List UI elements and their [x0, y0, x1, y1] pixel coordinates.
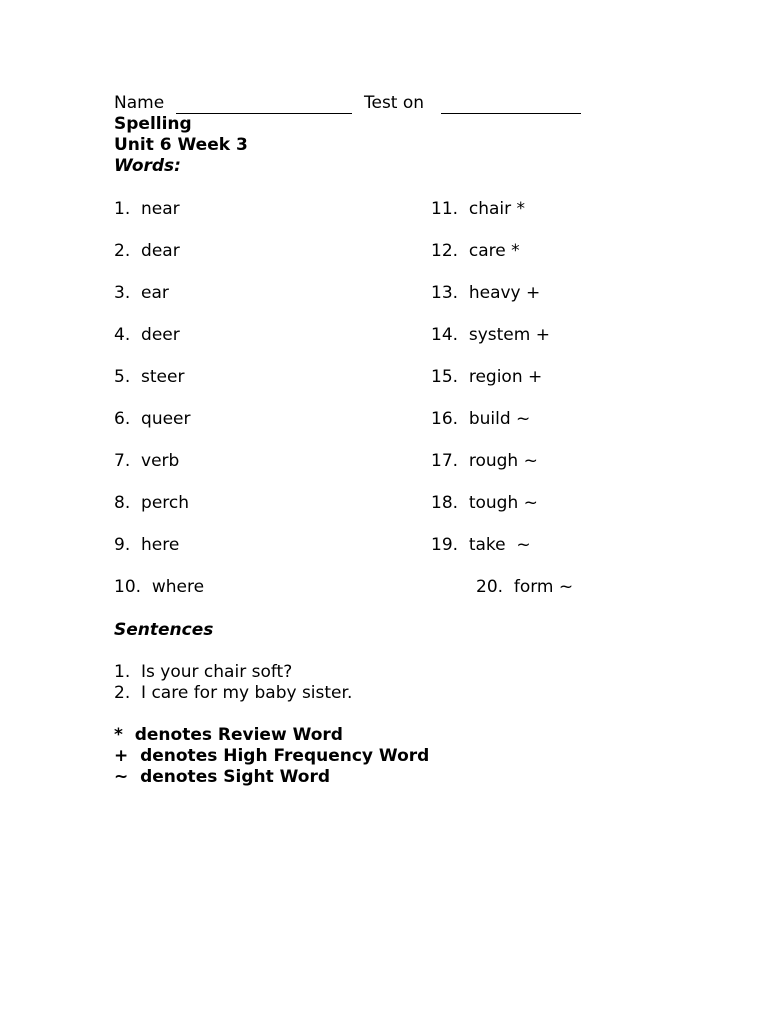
list-item: 13. heavy +: [431, 283, 541, 303]
word-row: [0, 241, 770, 262]
list-item: 2. dear: [114, 241, 180, 261]
word-row: [0, 493, 770, 514]
list-item: 16. build ~: [431, 409, 531, 429]
list-item: 3. ear: [114, 283, 169, 303]
name-blank-line: [176, 113, 352, 114]
sentence-item: 1. Is your chair soft?: [114, 662, 293, 682]
legend-high-frequency-word: + denotes High Frequency Word: [114, 746, 430, 766]
list-item: 1. near: [114, 199, 180, 219]
list-item: 12. care *: [431, 241, 520, 261]
list-item: 5. steer: [114, 367, 185, 387]
test-date-blank-line: [441, 113, 581, 114]
name-label: Name: [114, 93, 165, 113]
list-item: 20. form ~: [476, 577, 574, 597]
words-heading: Words:: [114, 156, 181, 176]
list-item: 15. region +: [431, 367, 543, 387]
list-item: 6. queer: [114, 409, 191, 429]
word-row: [0, 451, 770, 472]
word-row: [0, 325, 770, 346]
list-item: 8. perch: [114, 493, 190, 513]
subject-title: Spelling: [114, 114, 192, 134]
word-row: [0, 283, 770, 304]
legend-sight-word: ~ denotes Sight Word: [114, 767, 331, 787]
list-item: 4. deer: [114, 325, 180, 345]
word-row: [0, 199, 770, 220]
test-on-label: Test on: [364, 93, 425, 113]
sentences-heading: Sentences: [114, 620, 214, 640]
list-item: 7. verb: [114, 451, 180, 471]
list-item: 17. rough ~: [431, 451, 538, 471]
sentence-item: 2. I care for my baby sister.: [114, 683, 353, 703]
word-row: [0, 367, 770, 388]
word-row: [0, 577, 770, 598]
list-item: 10. where: [114, 577, 205, 597]
word-row: [0, 535, 770, 556]
legend-review-word: * denotes Review Word: [114, 725, 343, 745]
unit-title: Unit 6 Week 3: [114, 135, 248, 155]
list-item: 14. system +: [431, 325, 550, 345]
list-item: 11. chair *: [431, 199, 525, 219]
list-item: 9. here: [114, 535, 180, 555]
word-row: [0, 409, 770, 430]
list-item: 18. tough ~: [431, 493, 538, 513]
list-item: 19. take ~: [431, 535, 531, 555]
